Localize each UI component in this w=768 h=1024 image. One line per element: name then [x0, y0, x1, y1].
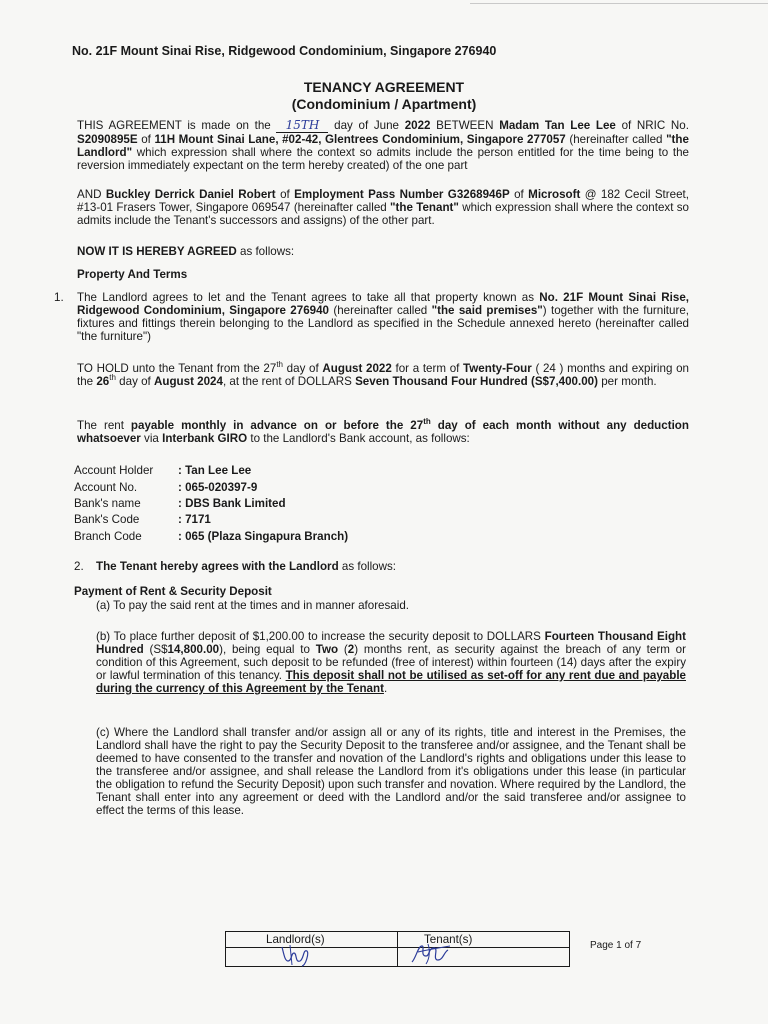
tenant-employer: Microsoft — [528, 188, 581, 201]
rent-payment-paragraph: The rent payable monthly in advance on or before the 27th day of each month without any deduction whatsoever via Interbank GIRO to the Landlord's Bank account, as follows: — [77, 417, 689, 445]
landlord-address: 11H Mount Sinai Lane, #02-42, Glentrees Condominium, Singapore 277057 — [154, 133, 566, 146]
document-title: TENANCY AGREEMENT — [303, 79, 465, 95]
page-number: Page 1 of 7 — [590, 940, 642, 951]
header-address: No. 21F Mount Sinai Rise, Ridgewood Condominium, Singapore 276940 — [72, 44, 497, 58]
clause-2: The Tenant hereby agrees with the Landlord as follows: — [96, 560, 397, 573]
tenant-pass: Employment Pass Number G3268946P — [294, 188, 510, 201]
property-heading: Property And Terms — [77, 268, 188, 281]
clause-1-number: 1. — [54, 291, 64, 304]
clause-1: The Landlord agrees to let and the Tenant agrees to take all that property known as No. 21F Mount Sinai Rise, Ridgewood Condominium, Singapore 276940 (hereinafter called "the said premises") together with the furniture, fixtures and fittings therein belonging to the Landlord as specified in the Schedule annexed hereto (hereinafter called "the furniture") — [77, 291, 689, 343]
intro-paragraph: THIS AGREEMENT is made on the 15TH day of June 2022 BETWEEN Madam Tan Lee Lee of NRIC No. S2090895E of 11H Mount Sinai Lane, #02-42, Glentrees Condominium, Singapore 277057 (hereinafter called "the Landlord" which expression shall where the context so admits include the person entitled for the time being to the reversion immediately expectant on the term hereby created) of the one part — [77, 118, 689, 172]
landlord-name: Madam Tan Lee Lee — [499, 119, 616, 132]
handwritten-date: 15TH — [285, 118, 320, 132]
item-c: (c) Where the Landlord shall transfer and/or assign all or any of its rights, title and interest in the Premises, the Landlord shall have the right to pay the Security Deposit to the transferee and/or assignee, and the Tenant shall be deemed to have consented to the transfer and novation of the Landlord's rights and obligations under this lease to the transferee and/or assignee, and shall release the Landlord from it's obligations under this lease (in particular the obligation to refund the Security Deposit) upon such transfer and novation. Where required by the Landlord, the Tenant shall enter into any agreement or deed with the Landlord and/or the said transferee and/or assignee to effect the terms of this lease. — [96, 726, 686, 817]
document-subtitle: (Condominium / Apartment) — [291, 96, 477, 112]
item-a: (a) To pay the said rent at the times and in manner aforesaid. — [96, 599, 409, 612]
deposit-clause-emphasis: This deposit shall not be utilised as set-off for any rent due and payable during the currency of this Agreement by the Tenant — [96, 669, 686, 695]
tenant-paragraph: AND Buckley Derrick Daniel Robert of Employment Pass Number G3268946P of Microsoft @ 182 Cecil Street, #13-01 Frasers Tower, Singapore 069547 (hereinafter called "the Tenant" which expression shall where the context so admits include the Tenant's successors and assigns) of the other part. — [77, 188, 689, 227]
agreed-line: NOW IT IS HEREBY AGREED as follows: — [77, 245, 295, 258]
landlord-initials-signature — [276, 941, 316, 967]
term-paragraph: TO HOLD unto the Tenant from the 27th day of August 2022 for a term of Twenty-Four ( 24 ) months and expiring on the 26th day of August 2024, at the rent of DOLLARS Seven Thousand Four Hundred (S$7,400.00) per month. — [77, 360, 689, 388]
scan-edge-line — [470, 3, 768, 4]
clause-2-number: 2. — [74, 560, 84, 573]
property-address: No. 21F Mount Sinai Rise, Ridgewood Condominium, Singapore 276940 — [77, 291, 689, 317]
tenant-name: Buckley Derrick Daniel Robert — [105, 188, 276, 201]
landlord-signature-label: Landlord(s) — [266, 933, 325, 946]
signature-box — [225, 931, 570, 967]
landlord-nric: S2090895E — [77, 133, 138, 146]
document-page: No. 21F Mount Sinai Rise, Ridgewood Condominium, Singapore 276940 TENANCY AGREEMENT (Condominium / Apartment) THIS AGREEMENT is made on the 15TH day of June 2022 BETWEEN Madam Tan Lee Lee of NRIC No. S2090895E of 11H Mount Sinai Lane, #02-42, Glentrees Condominium, Singapore 277057 (hereinafter called "the Landlord" which expression shall where the context so admits include the person entitled for the time being to the reversion immediately expectant on the term hereby created) of the one part AND Buckley Derrick Daniel Robert of Employment Pass Number G3268946P of Microsoft @ 182 Cecil Street, #13-01 Frasers Tower, Singapore 069547 (hereinafter called "the Tenant" which expression shall where the context so admits include the Tenant's successors and assigns) of the other part. NOW IT IS HEREBY AGREED as follows: Property And Terms 1. The Landlord agrees to let and the Tenant agrees to take all that property known as No. 21F Mount Sinai Rise, Ridgewood Condominium, Singapore 276940 (hereinafter called "the said premises") together with the furniture, fixtures and fittings therein belonging to the Landlord as specified in the Schedule annexed hereto (hereinafter called "the furniture") TO HOLD unto the Tenant from the 27th day of August 2022 for a term of Twenty-Four ( 24 ) months and expiring on the 26th day of August 2024, at the rent of DOLLARS Seven Thousand Four Hundred (S$7,400.00) per month. The rent payable monthly in advance on or before the 27th day of each month without any deduction whatsoever via Interbank GIRO to the Landlord's Bank account, as follows: Account Holder : Tan Lee Lee Account No. : 065-020397-9 Bank's name : DBS Bank Limited Bank's Code : 7171 Branch Code : 065 (Plaza Singapura Branch) 2. The Tenant hereby agrees with the Landlord as follows: Payment of Rent & Security Deposit (a) To pay the said rent at the times and in manner aforesaid. (b) To place further deposit of $1,200.00 to increase the security deposit to DOLLARS Fourteen Thousand Eight Hundred (S$14,800.00), being equal to Two (2) months rent, as security against the breach of any term or condition of this Agreement, such deposit to be refunded (free of interest) within fourteen (14) days after the expiry or lawful termination of this tenancy. This deposit shall not be utilised as set-off for any rent due and payable during the currency of this Agreement by the Tenant. (c) Where the Landlord shall transfer and/or assign all or any of its rights, title and interest in the Premises, the Landlord shall have the right to pay the Security Deposit to the transferee and/or assignee, and the Tenant shall be deemed to have consented to the transfer and novation of the Landlord's rights and obligations under this lease to the transferee and/or assignee, and shall release the Landlord from it's obligations under this lease (in particular the obligation to refund the Security Deposit) upon such transfer and novation. Where required by the Landlord, the Tenant shall enter into any agreement or deed with the Landlord and/or the said transferee and/or assignee to effect the terms of this lease. Landlord(s) Tenant(s) Page 1 of 7 — [0, 0, 768, 1024]
item-b: (b) To place further deposit of $1,200.00 to increase the security deposit to DOLLARS Fourteen Thousand Eight Hundred (S$14,800.00), being equal to Two (2) months rent, as security against the breach of any term or condition of this Agreement, such deposit to be refunded (free of interest) within fourteen (14) days after the expiry or lawful termination of this tenancy. This deposit shall not be utilised as set-off for any rent due and payable during the currency of this Agreement by the Tenant. — [96, 630, 686, 695]
tenant-initials-signature — [408, 940, 454, 966]
payment-heading: Payment of Rent & Security Deposit — [74, 585, 272, 598]
tenant-signature-label: Tenant(s) — [424, 933, 473, 946]
